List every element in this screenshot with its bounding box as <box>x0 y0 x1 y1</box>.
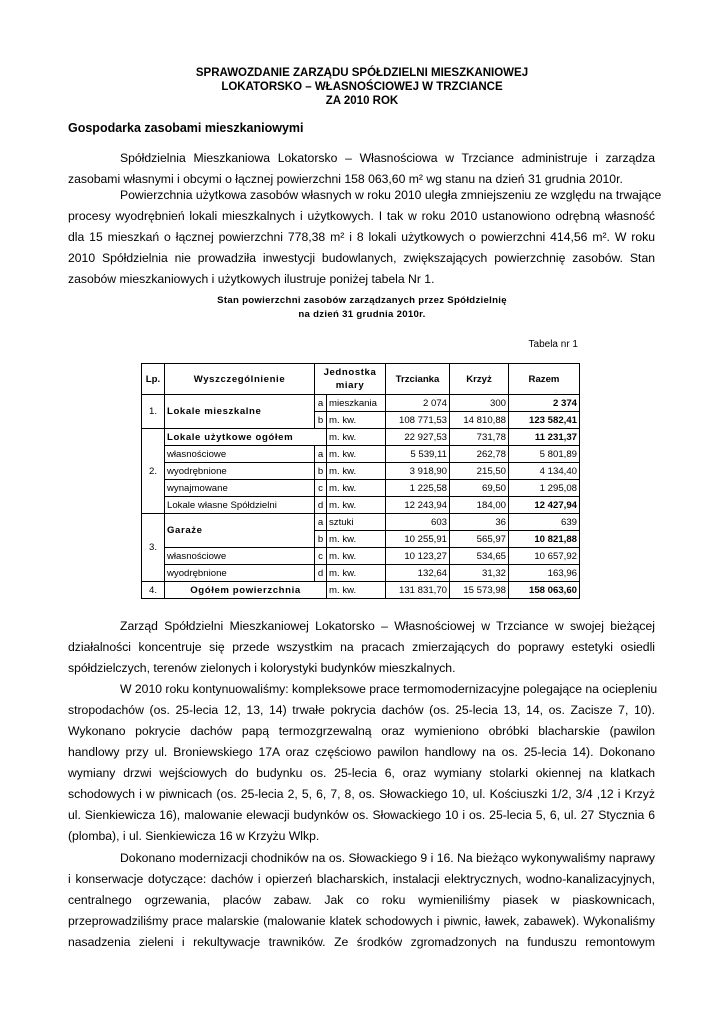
row-code: c <box>315 480 327 497</box>
table-row <box>142 446 580 463</box>
table-row-total <box>142 582 580 599</box>
row-krzyz: 14 810,88 <box>450 412 509 429</box>
paragraph-line: Powierzchnia użytkowa zasobów własnych w roku 2010 uległa zmniejszeniu ze względu na trwające <box>120 188 662 202</box>
row-name: wyodrębnione <box>165 463 315 480</box>
paragraph-line: nasadzenia zieleni i rekultywacje trawników. Ze środków zgromadzonych na funduszu remontowym <box>68 935 655 949</box>
table-row <box>142 429 580 446</box>
row-unit: m. kw. <box>327 565 386 582</box>
row-trzcianka: 3 918,90 <box>386 463 450 480</box>
row-code: b <box>315 531 327 548</box>
table-number: Tabela nr 1 <box>528 339 578 350</box>
row-krzyz: 300 <box>450 395 509 412</box>
row-lp: 2. <box>142 429 165 514</box>
row-razem: 10 657,92 <box>509 548 580 565</box>
row-trzcianka: 131 831,70 <box>386 582 450 599</box>
title-line-2: LOKATORSKO – WŁASNOŚCIOWEJ W TRZCIANCE <box>221 81 503 93</box>
row-code: b <box>315 412 327 429</box>
table-row <box>142 565 580 582</box>
table-row <box>142 480 580 497</box>
paragraph-1 <box>68 148 655 190</box>
row-name: wynajmowane <box>165 480 315 497</box>
row-razem: 163,96 <box>509 565 580 582</box>
row-razem: 2 374 <box>509 395 580 412</box>
section-heading: Gospodarka zasobami mieszkaniowymi <box>68 121 304 135</box>
header-name: Wyszczególnienie <box>165 364 315 395</box>
row-name: Lokale własne Spółdzielni <box>165 497 315 514</box>
paragraph-line: centralnego ogrzewania, placów zabaw. Jak co roku wymieniliśmy piasek w piaskownicach, <box>68 893 655 907</box>
row-unit: mieszkania <box>327 395 386 412</box>
row-trzcianka: 603 <box>386 514 450 531</box>
row-krzyz: 15 573,98 <box>450 582 509 599</box>
paragraph-line: (plomba), i ul. Sienkiewicza 16 w Krzyżu Wlkp. <box>68 829 320 843</box>
row-code: a <box>315 395 327 412</box>
row-unit: m. kw. <box>327 548 386 565</box>
paragraph-line: zasobami własnymi i obcymi o łącznej powierzchni 158 063,60 m² wg stanu na dzień 31 grudnia 2010r. <box>68 172 623 186</box>
paragraph-2 <box>68 185 662 290</box>
caption-line-1: Stan powierzchni zasobów zarządzanych przez Spółdzielnię <box>217 295 507 306</box>
table-row <box>142 463 580 480</box>
row-krzyz: 731,78 <box>450 429 509 446</box>
row-unit: sztuki <box>327 514 386 531</box>
row-unit: m. kw. <box>327 463 386 480</box>
paragraph-4 <box>68 679 658 847</box>
paragraph-line: Wykonano pokrycie dachów papą termozgrzewalną oraz wymieniono obróbki blacharskie (pawilon <box>68 724 655 738</box>
header-razem: Razem <box>509 364 580 395</box>
paragraph-line: Zarząd Spółdzielni Mieszkaniowej Lokatorsko – Własnościowej w Trzciance w swojej bieżącej <box>120 619 655 633</box>
row-name: wyodrębnione <box>165 565 315 582</box>
row-krzyz: 184,00 <box>450 497 509 514</box>
paragraph-line: Spółdzielnia Mieszkaniowa Lokatorsko – Własnościowa w Trzciance administruje i zarządza <box>120 151 655 165</box>
row-unit: m. kw. <box>327 412 386 429</box>
row-code: c <box>315 548 327 565</box>
row-trzcianka: 10 123,27 <box>386 548 450 565</box>
title-line-1: SPRAWOZDANIE ZARZĄDU SPÓŁDZIELNI MIESZKANIOWEJ <box>195 67 529 79</box>
row-trzcianka: 22 927,53 <box>386 429 450 446</box>
row-trzcianka: 108 771,53 <box>386 412 450 429</box>
paragraph-line: wymiany drzwi wejściowych do budynku os. 25-lecia 6, oraz wymiany stolarki okiennej na klatkach <box>68 766 655 780</box>
table-row <box>142 395 580 412</box>
table-caption <box>0 294 724 322</box>
row-unit: m. kw. <box>327 429 386 446</box>
row-krzyz: 565,97 <box>450 531 509 548</box>
paragraph-line: dla 15 mieszkań o łącznej powierzchni 778,38 m² i 8 lokali użytkowych o powierzchni 414,56 m². W roku <box>68 230 655 244</box>
row-code: a <box>315 514 327 531</box>
row-razem: 158 063,60 <box>509 582 580 599</box>
row-code: d <box>315 565 327 582</box>
row-lp: 3. <box>142 514 165 582</box>
table-row <box>142 514 580 531</box>
row-unit: m. kw. <box>327 531 386 548</box>
row-unit: m. kw. <box>327 582 386 599</box>
row-razem: 11 231,37 <box>509 429 580 446</box>
row-razem: 12 427,94 <box>509 497 580 514</box>
row-krzyz: 215,50 <box>450 463 509 480</box>
row-unit: m. kw. <box>327 497 386 514</box>
row-lp: 1. <box>142 395 165 429</box>
table-row <box>142 548 580 565</box>
paragraph-line: i konserwacje dotyczące: dachów i opierzeń blacharskich, instalacji elektrycznych, wodno-kanalizacyjnych, <box>68 872 655 886</box>
paragraph-line: W 2010 roku kontynuowaliśmy: kompleksowe prace termomodernizacyjne polegające na ociepleniu <box>120 682 658 696</box>
header-krzyz: Krzyż <box>450 364 509 395</box>
paragraph-5 <box>68 848 655 953</box>
row-name: Lokale użytkowe ogółem <box>165 429 327 446</box>
row-trzcianka: 5 539,11 <box>386 446 450 463</box>
row-name: Garaże <box>165 514 315 548</box>
row-trzcianka: 1 225,58 <box>386 480 450 497</box>
paragraph-line: procesy wyodrębnień lokali mieszkalnych i użytkowych. I tak w roku 2010 ustanowiono odrębną własność <box>68 209 655 223</box>
row-unit: m. kw. <box>327 480 386 497</box>
resources-table <box>141 363 580 599</box>
row-name: Lokale mieszkalne <box>165 395 315 429</box>
paragraph-line: 2010 Spółdzielnia nie prowadziła inwestycji budowlanych, zwiększających powierzchnię zasobów. Stan <box>68 251 655 265</box>
row-name: własnościowe <box>165 548 315 565</box>
row-razem: 639 <box>509 514 580 531</box>
table-row <box>142 497 580 514</box>
paragraph-line: Dokonano modernizacji chodników na os. Słowackiego 9 i 16. Na bieżąco wykonywaliśmy naprawy <box>120 851 655 865</box>
row-krzyz: 262,78 <box>450 446 509 463</box>
row-code: d <box>315 497 327 514</box>
paragraph-line: handlowy przy ul. Broniewskiego 17A oraz częściowo pawilon handlowy na os. 25-lecia 14). Dokonano <box>68 745 655 759</box>
row-lp: 4. <box>142 582 165 599</box>
title-line-3: ZA 2010 ROK <box>325 95 399 107</box>
row-name: Ogółem powierzchnia <box>165 582 327 599</box>
caption-line-2: na dzień 31 grudnia 2010r. <box>298 309 426 320</box>
row-krzyz: 36 <box>450 514 509 531</box>
paragraph-line: stropodachów (os. 25-lecia 12, 13, 14) trwałe pokrycia dachów (os. 25-lecia 13, 14, os. Zacisze 7, 10). <box>68 703 655 717</box>
paragraph-3 <box>68 616 655 679</box>
report-title <box>0 66 724 108</box>
row-trzcianka: 12 243,94 <box>386 497 450 514</box>
header-unit: Jednostka miary <box>315 364 386 395</box>
row-code: a <box>315 446 327 463</box>
row-krzyz: 31,32 <box>450 565 509 582</box>
row-trzcianka: 132,64 <box>386 565 450 582</box>
paragraph-line: ul. Sienkiewicza 16), malowanie elewacji budynków os. Słowackiego 10 i os. 25-lecia 5, 6, ul. 27 Stycznia 6 <box>68 808 655 822</box>
row-trzcianka: 2 074 <box>386 395 450 412</box>
row-krzyz: 69,50 <box>450 480 509 497</box>
header-lp: Lp. <box>142 364 165 395</box>
paragraph-line: zasobów mieszkaniowych i użytkowych ilustruje poniżej tabela Nr 1. <box>68 272 435 286</box>
header-trzcianka: Trzcianka <box>386 364 450 395</box>
row-code: b <box>315 463 327 480</box>
row-razem: 5 801,89 <box>509 446 580 463</box>
row-krzyz: 534,65 <box>450 548 509 565</box>
row-name: własnościowe <box>165 446 315 463</box>
row-unit: m. kw. <box>327 446 386 463</box>
row-razem: 4 134,40 <box>509 463 580 480</box>
paragraph-line: schodowych i w piwnicach (os. 25-lecia 2, 5, 6, 7, 8, os. Słowackiego 10, ul. Kościuszki 1/2, 3/4 ,12 i Krzyż <box>68 787 655 801</box>
row-razem: 10 821,88 <box>509 531 580 548</box>
table-header-row <box>142 364 580 395</box>
row-razem: 1 295,08 <box>509 480 580 497</box>
row-trzcianka: 10 255,91 <box>386 531 450 548</box>
row-razem: 123 582,41 <box>509 412 580 429</box>
paragraph-line: przeprowadziliśmy prace malarskie (malowanie klatek schodowych i piwnic, ławek, zabawek). Wykonaliśmy <box>68 914 655 928</box>
paragraph-line: spółdzielczych, terenów zielonych i kolorystyki budynków mieszkalnych. <box>68 661 456 675</box>
paragraph-line: działalności koncentruje się przede wszystkim na pracach zmierzających do poprawy estetyki osiedli <box>68 640 655 654</box>
